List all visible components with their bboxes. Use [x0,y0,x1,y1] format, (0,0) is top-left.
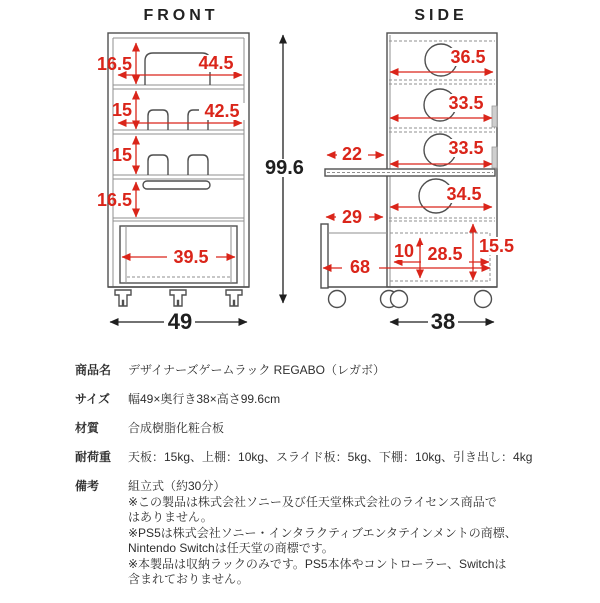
side-dim-top-shelf-depth: 36.5 [450,47,486,67]
remark-line: 含まれておりません。 [128,572,249,586]
front-dim-overall-width: 49 [167,309,193,334]
front-dim-second-section-height: 15 [111,100,132,120]
spec-value: 天板：15kg、上棚：10kg、スライド板：5kg、下棚：10kg、引き出し：4kg [128,450,533,464]
side-dim-third-shelf-depth: 33.5 [448,138,484,158]
front-dim-drawer-inner-width: 39.5 [173,247,209,267]
remark-line: ※PS5は株式会社ソニー・インタラクティブエンタテインメントの商標、 [128,525,517,540]
remark-line: ※本製品は収納ラックのみです。PS5本体やコントローラー、Switchは [128,556,507,571]
front-view-title: FRONT [143,7,219,24]
spec-value: 幅49×奥行き38×高さ99.6cm [128,392,281,406]
back-panel-notch [492,147,497,168]
front-dim-overall-height: 99.6 [265,157,304,179]
front-dim-top-section-height: 16.5 [96,54,132,74]
side-dim-extended-total-depth: 68 [349,257,371,277]
side-dim-drawer-extension: 29 [341,207,363,227]
side-casters [329,291,492,308]
side-dim-second-shelf-depth: 33.5 [448,93,484,113]
side-dim-overall-depth: 38 [430,309,456,334]
front-dim-top-inner-width: 44.5 [198,53,234,73]
spec-label: 耐荷重 [75,450,112,464]
spec-label: 備考 [75,479,100,493]
remark-line: ※この製品は株式会社ソニー及び任天堂株式会社のライセンス商品で [128,494,497,509]
front-dim-slide-section-height: 16.5 [96,190,132,210]
front-casters [115,290,242,306]
side-dim-fourth-shelf-depth: 34.5 [446,184,482,204]
side-dim-drawer-front-height: 15.5 [479,236,515,256]
side-dim-drawer-inner-height: 10 [393,241,415,261]
spec-label: 商品名 [75,363,112,377]
front-dim-second-inner-width: 42.5 [204,101,240,121]
spec-row-load-capacity [75,450,595,464]
spec-label: 材質 [75,421,100,435]
remark-line: Nintendo Switchは任天堂の商標です。 [128,541,334,555]
spec-row-size [75,392,595,406]
front-dim-third-section-height: 15 [111,145,132,165]
side-dim-drawer-inner-depth: 28.5 [427,244,463,264]
remark-line: 組立式（約30分） [128,479,226,493]
spec-value-remarks [128,479,595,588]
remark-line: はありません。 [128,510,213,524]
spec-label: サイズ [75,392,111,406]
spec-row-material [75,421,595,435]
spec-value: 合成樹脂化粧合板 [128,421,225,435]
side-dim-slide-board-extension: 22 [341,144,363,164]
spec-row-remarks [75,479,595,588]
back-panel-notch [492,106,497,127]
side-view-title: SIDE [414,7,468,24]
spec-table [75,363,595,603]
spec-value: デザイナーズゲームラック REGABO（レガボ） [128,363,386,377]
spec-row-product-name [75,363,595,377]
